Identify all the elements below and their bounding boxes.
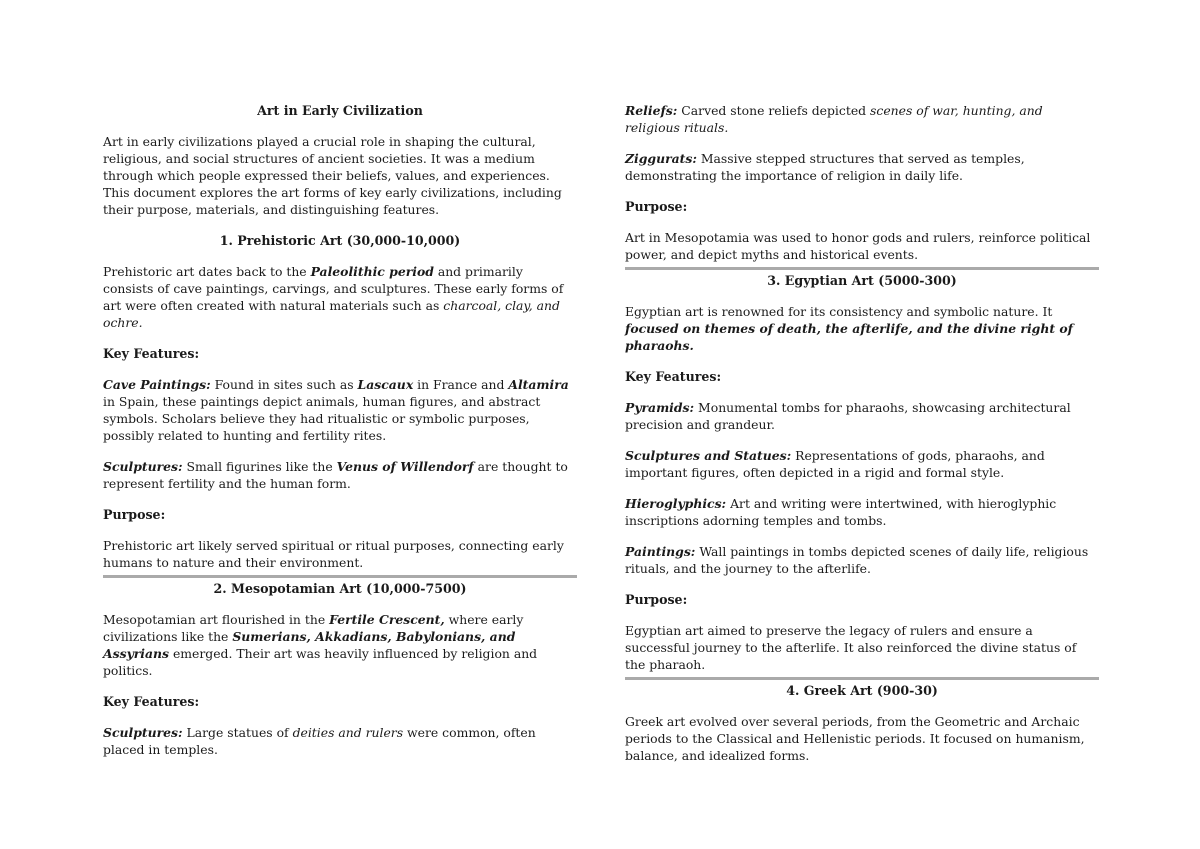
mesopotamian-key-features: Key Features: (103, 694, 200, 709)
section-divider (103, 575, 577, 578)
prehistoric-intro: Prehistoric art dates back to the Paleolithic period and primarily consists of cave paintings, carvings, and sculptures. These early forms of art were often created with natural materials such as charcoal, clay, and ochre. (103, 264, 564, 330)
left-column (103, 102, 577, 772)
egyptian-hieroglyphics: Hieroglyphics: Art and writing were intertwined, with hieroglyphic inscriptions adorning temples and tombs. (625, 496, 1057, 528)
right-column (625, 102, 1099, 778)
egyptian-paintings: Paintings: Wall paintings in tombs depicted scenes of daily life, religious rituals, and the journey to the afterlife. (625, 544, 1089, 576)
mesopotamian-heading: 2. Mesopotamian Art (10,000-7500) (213, 581, 467, 596)
greek-heading: 4. Greek Art (900-30) (786, 683, 938, 698)
egyptian-key-features: Key Features: (625, 369, 722, 384)
egyptian-pyramids: Pyramids: Monumental tombs for pharaohs, showcasing architectural precision and grandeur. (625, 400, 1071, 432)
mesopotamian-ziggurats: Ziggurats: Massive stepped structures that served as temples, demonstrating the importance of religion in daily life. (625, 151, 1025, 183)
greek-intro: Greek art evolved over several periods, from the Geometric and Archaic periods to the Classical and Hellenistic periods. It focused on humanism, balance, and idealized forms. (625, 714, 1085, 763)
mesopotamian-reliefs: Reliefs: Carved stone reliefs depicted scenes of war, hunting, and religious rituals. (625, 103, 1043, 135)
intro-paragraph: Art in early civilizations played a crucial role in shaping the cultural, religious, and social structures of ancient societies. It was a medium through which people expressed their beliefs, values, and experiences. This document explores the art forms of key early civilizations, including their purpose, materials, and distinguishing features. (103, 134, 562, 217)
egyptian-statues: Sculptures and Statues: Representations of gods, pharaohs, and important figures, often depicted in a rigid and formal style. (625, 448, 1045, 480)
egyptian-purpose-heading: Purpose: (625, 592, 688, 607)
prehistoric-cave-paintings: Cave Paintings: Found in sites such as Lascaux in France and Altamira in Spain, these paintings depict animals, human figures, and abstract symbols. Scholars believe they had ritualistic or symbolic purposes, possibly related to hunting and fertility rites. (103, 377, 569, 443)
prehistoric-key-features: Key Features: (103, 346, 200, 361)
prehistoric-purpose-text: Prehistoric art likely served spiritual or ritual purposes, connecting early humans to nature and their environment. (103, 538, 564, 570)
mesopotamian-sculptures: Sculptures: Large statues of deities and rulers were common, often placed in temples. (103, 725, 536, 757)
egyptian-intro: Egyptian art is renowned for its consistency and symbolic nature. It focused on themes of death, the afterlife, and the divine right of pharaohs. (625, 304, 1073, 353)
mesopotamian-purpose-text: Art in Mesopotamia was used to honor gods and rulers, reinforce political power, and depict myths and historical events. (625, 230, 1091, 262)
prehistoric-heading: 1. Prehistoric Art (30,000-10,000) (219, 233, 461, 248)
document-title: Art in Early Civilization (257, 103, 423, 118)
mesopotamian-purpose-heading: Purpose: (625, 199, 688, 214)
section-divider (625, 267, 1099, 270)
prehistoric-sculptures: Sculptures: Small figurines like the Venus of Willendorf are thought to represent fertility and the human form. (103, 459, 568, 491)
egyptian-heading: 3. Egyptian Art (5000-300) (767, 273, 957, 288)
prehistoric-purpose-heading: Purpose: (103, 507, 166, 522)
section-divider (625, 677, 1099, 680)
mesopotamian-intro: Mesopotamian art flourished in the Fertile Crescent, where early civilizations like the Sumerians, Akkadians, Babylonians, and Assyrians emerged. Their art was heavily influenced by religion and politics. (103, 612, 538, 678)
egyptian-purpose-text: Egyptian art aimed to preserve the legacy of rulers and ensure a successful journey to the afterlife. It also reinforced the divine status of the pharaoh. (625, 623, 1077, 672)
